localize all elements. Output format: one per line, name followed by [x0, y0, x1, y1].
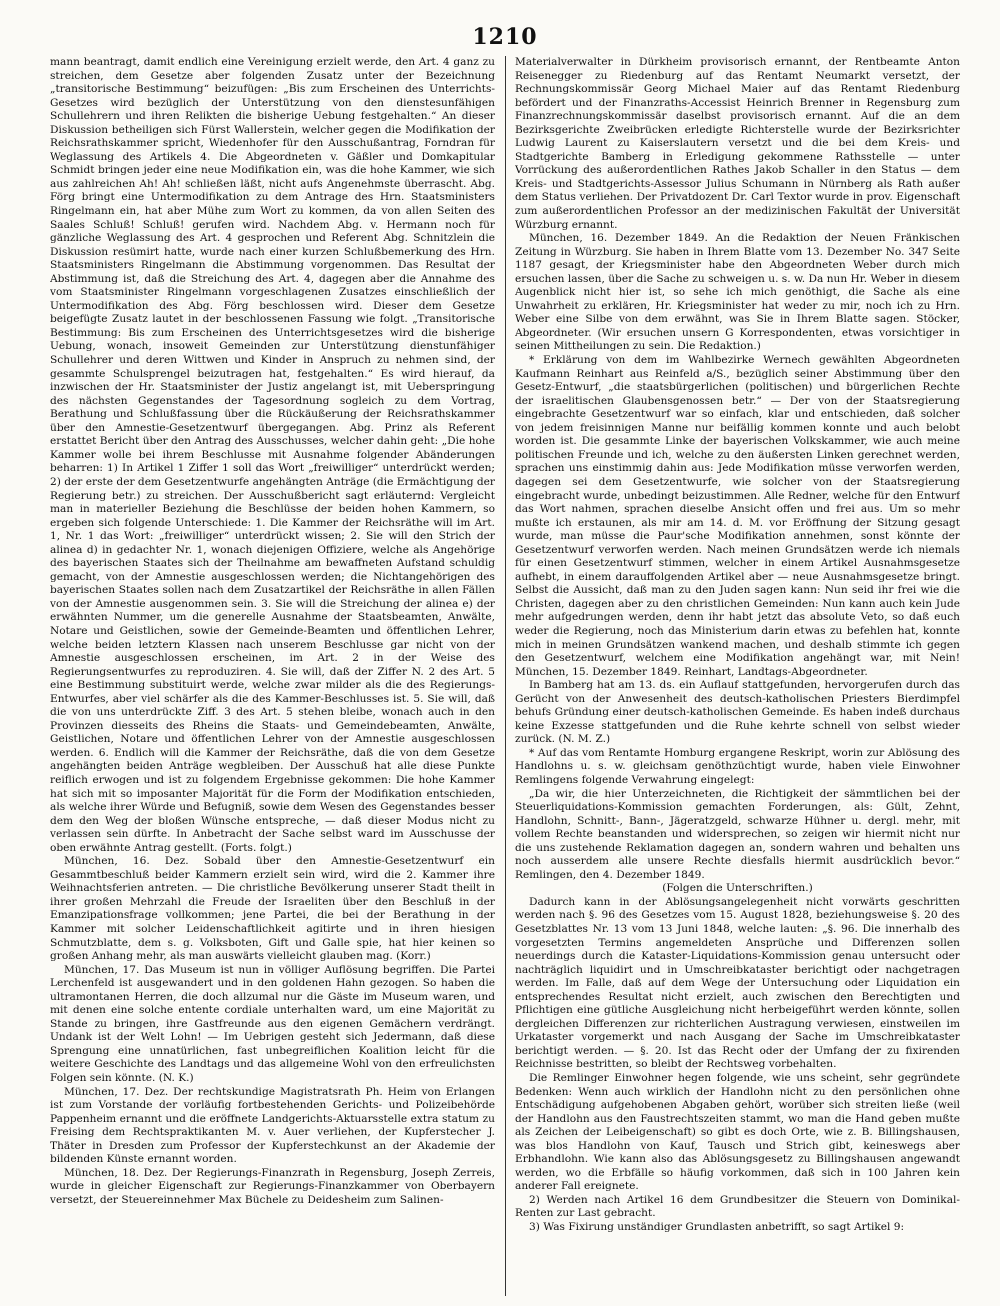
signature-note: (Folgen die Unterschriften.) [662, 882, 813, 895]
column-divider [505, 56, 506, 1296]
article-paragraph: München, 18. Dez. Der Regierungs-Finanzrath in Regensburg, Joseph Zerreis, wurde in gleicher Eigenschaft zur Regierungs-Finanzkammer von Oberbayern versetzt, der Steuereinnehmer Max Büchele zu Deidesheim zum Salinen- [50, 1166, 495, 1206]
page-number: 1210 [472, 24, 538, 50]
article-paragraph: In Bamberg hat am 13. ds. ein Auflauf stattgefunden, hervorgerufen durch das Gerücht von der Anwesenheit des deutsch-katholischen Priesters Bierdimpfel behufs Gründung einer deutsch-katholischen Gemeinde. Es haben indeß durchaus keine Exzesse stattgefunden und die Ruhe kehrte schnell von selbst wieder zurück. (N. M. Z.) [515, 679, 960, 746]
article-paragraph: München, 17. Das Museum ist nun in völliger Auflösung begriffen. Die Partei Lerchenfeld ist ausgewandert und in den goldenen Hahn gezogen. So haben die ultramontanen Herren, die doch allzumal nur die Gäste im Museum waren, und mit denen eine solche entente cordiale unterhalten ward, um eine Majorität zu Stande zu bringen, ihre Gastfreunde aus den eigenen Gemächern verdrängt. Undank ist der Welt Lohn! — Im Uebrigen gesteht sich Jedermann, daß diese Sprengung eine unnatürlichen, fast unbegreiflichen Koalition leicht für die weitere Geschichte des Landtags und das allgemeine Wohl von den erfreulichsten Folgen sein könnte. (N. K.) [50, 963, 495, 1085]
left-column [50, 56, 495, 1296]
article-paragraph: Dadurch kann in der Ablösungsangelegenheit nicht vorwärts geschritten werden nach §. 96 des Gesetzes vom 15. August 1828, beziehungsweise §. 20 des Gesetzblattes Nr. 13 vom 13 Juni 1848, welche lauten: „§. 96. Die innerhalb des vorgesetzten Termins angemeldeten Ansprüche und Differenzen sollen neuerdings durch die Kataster-Liquidations-Kommission genau untersucht oder nachträglich liquidirt und in Umschreibkataster berichtigt oder nachgetragen werden. Im Falle, daß auf dem Wege der Untersuchung oder Liquidation ein entsprechendes Resultat nicht erzielt, auch zwischen den Berechtigten und Pflichtigen eine gütliche Ausgleichung nicht herbeigeführt werden könnte, sollen dergleichen Differenzen zur richterlichen Austragung verwiesen, einstweilen im Urkataster vorgemerkt und nach Ausgang der Sache im Umschreibkataster berichtigt werden. — §. 20. Ist das Recht oder der Umfang der zu fixirenden Reichnisse bestritten, so bleibt der Rechtsweg vorbehalten. [515, 895, 960, 1071]
article-paragraph: * Auf das vom Rentamte Homburg ergangene Reskript, worin zur Ablösung des Handlohns u. s. w. gleichsam genöthzüchtigt wurde, haben viele Einwohner Remlingens folgende Verwahrung eingelegt: [515, 746, 960, 786]
article-paragraph: Die Remlinger Einwohner hegen folgende, wie uns scheint, sehr gegründete Bedenken: Wenn auch wirklich der Handlohn nicht zu den persönlichen ohne Entschädigung aufgehobenen Abgaben gehört, worüber sich streiten ließe (weil der Handlohn aus den Faustrechtszeiten stammt, wo man die Hand geben mußte als Zeichen der Leibeigenschaft) so gibt es doch Orte, wie z. B. Billingshausen, was blos Handlohn von Kauf, Tausch und Strich gibt, keineswegs aber Erbhandlohn. Wie kann also das Ablösungsgesetz zu Billingshausen angewandt werden, wo die Erbfälle so häufig vorkommen, daß sich in 100 Jahren kein anderer Fall ereignete. [515, 1072, 960, 1193]
text-columns [50, 56, 960, 1296]
article-paragraph: * Erklärung von dem im Wahlbezirke Wernech gewählten Abgeordneten Kaufmann Reinhart aus Reinfeld a/S., bezüglich seiner Abstimmung über den Gesetz-Entwurf, „die staatsbürgerlichen (politischen) und bürgerlichen Rechte der israelitischen Glaubensgenossen betr.“ — Der von der Staatsregierung eingebrachte Gesetzentwurf war so einfach, klar und entschieden, daß solcher von jedem freisinnigen Manne nur beifällig kommen konnte und auch belobt worden ist. Die gesammte Linke der bayerischen Volkskammer, wie auch meine politischen Freunde und ich, welche zu den äußersten Linken gerechnet werden, sprachen uns einstimmig dahin aus: Jede Modifikation müsse verworfen werden, dagegen sei dem Gesetzentwurfe, wie solcher von der Staatsregierung eingebracht wurde, unbedingt beizustimmen. Alle Redner, welche für den Entwurf das Wort nahmen, sprachen dieselbe Ansicht offen und frei aus. Um so mehr mußte ich erstaunen, als mir am 14. d. M. vor Eröffnung der Sitzung gesagt wurde, man müsse die Paur'sche Modifikation annehmen, sonst könnte der Gesetzentwurf verworfen werden. Nach meinen Grundsätzen werde ich niemals für einen Gesetzentwurf stimmen, welcher in einem Artikel Ausnahmsgesetze aufhebt, in einem darauffolgenden Artikel aber — neue Ausnahmsgesetze bringt. Selbst die Aussicht, daß man zu den Juden sagen kann: Nun seid ihr frei wie die Christen, dagegen aber zu den christlichen Gemeinden: Nun kann auch kein Jude mehr aufgedrungen werden, denn ihr habt jetzt das absolute Veto, so daß euch weder die Regierung, noch das Ministerium darin etwas zu befehlen hat, konnte mich in meinen Grundsätzen wankend machen, und deshalb stimmte ich gegen den Gesetzentwurf, welchem eine Modifikation angehängt war, mit Nein! München, 15. Dezember 1849. Reinhart, Landtags-Abgeordneter. [515, 354, 960, 678]
article-paragraph: mann beantragt, damit endlich eine Vereinigung erzielt werde, den Art. 4 ganz zu streichen, dem Gesetze aber folgenden Zusatz unter der Bezeichnung „transitorische Bestimmung“ beizufügen: „Bis zum Erscheinen des Unterrichts-Gesetzes wird bezüglich der Unterstützung von den dienstesunfähigen Schullehrern und ihren Relikten die bisherige Uebung festgehalten.“ An dieser Diskussion betheiligen sich Fürst Wallerstein, welcher gegen die Modifikation der Reichsrathskammer spricht, Wiedenhofer für den Ausschußantrag, Forndran für Weglassung des Artikels 4. Die Abgeordneten v. Gäßler und Domkapitular Schmidt bringen jeder eine neue Modifikation ein, was die hohe Kammer, wie sich aus zahlreichen Ah! Ah! schließen läßt, nicht aufs Angenehmste überrascht. Abg. Förg bringt eine Untermodifikation zu dem Antrage des Hrn. Staatsministers Ringelmann ein, hat aber Mühe zum Wort zu kommen, da von allen Seiten des Saales Schluß! Schluß! gerufen wird. Nachdem Abg. v. Hermann noch für gänzliche Weglassung des Art. 4 gesprochen und Referent Abg. Schnitzlein die Diskussion resümirt hatte, wurde nach einer kurzen Schlußbemerkung des Hrn. Staatsministers Ringelmann die Abstimmung vorgenommen. Das Resultat der Abstimmung ist, daß die Streichung des Art. 4, dagegen aber die Annahme des vom Staatsminister Ringelmann vorgeschlagenen Zusatzes einschließlich der Untermodifikation des Abg. Förg beschlossen wird. Dieser dem Gesetze beigefügte Zusatz lautet in der beschlossenen Fassung wie folgt. „Transitorische Bestimmung: Bis zum Erscheinen des Unterrichtsgesetzes wird die bisherige Uebung, wonach, insoweit Gemeinden zur Unterstützung dienstunfähiger Schullehrer und deren Wittwen und Kinder in Anspruch zu nehmen sind, der gesammte Schulsprengel beizutragen hat, festgehalten.“ Es wird hierauf, da inzwischen der Hr. Staatsminister der Justiz angelangt ist, mit Ueberspringung des nächsten Gegenstandes der Tagesordnung sogleich zu dem Vortrag, Berathung und Schlußfassung über die Rückäußerung der Reichsrathskammer über den Amnestie-Gesetzentwurf übergegangen. Abg. Prinz als Referent erstattet Bericht über den Antrag des Ausschusses, welcher dahin geht: „Die hohe Kammer wolle bei ihrem Beschlusse mit Ausnahme folgender Abänderungen beharren: 1) In Artikel 1 Ziffer 1 soll das Wort „freiwilliger“ unterdrückt werden; 2) der erste der dem Gesetzentwurfe angehängten Anträge (die Ermächtigung der Regierung betr.) zu streichen. Der Ausschußbericht sagt erläuternd: Vergleicht man in materieller Beziehung die Beschlüsse der beiden hohen Kammern, so ergeben sich folgende Unterschiede: 1. Die Kammer der Reichsräthe will im Art. 1, Nr. 1 das Wort: „freiwilliger“ unterdrückt wissen; 2. Sie will den Strich der alinea d) in gedachter Nr. 1, wonach diejenigen Offiziere, welche als Angehörige des bayerischen Staates sich der Theilnahme am bewaffneten Aufstand schuldig gemacht, von der Amnestie ausgeschlossen werden; die Nichtangehörigen des bayerischen Staates sollen nach dem Zusatzartikel der Reichsräthe in allen Fällen von der Amnestie ausgenommen sein. 3. Sie will die Streichung der alinea e) der erwähnten Nummer, um die generelle Ausnahme der Staatsbeamten, Anwälte, Notare und Geistlichen, sowie der Gemeinde-Beamten und öffentlichen Lehrer, welche beiden letztern Klassen nach unserem Beschlusse gar nicht von der Amnestie ausgeschlossen erscheinen, im Art. 2 in der Weise des Regierungsentwurfes zu reproduziren. 4. Sie will, daß der Ziffer N. 2 des Art. 5 eine Bestimmung substituirt werde, welche zwar milder als die des Regierungs-Entwurfes, aber viel schärfer als die des Kammer-Beschlusses ist. 5. Sie will, daß die von uns unterdrückte Ziff. 3 des Art. 5 stehen bleibe, wonach auch in den Provinzen diesseits des Rheins die Staats- und Gemeindebeamten, Anwälte, Geistlichen, Notare und öffentlichen Lehrer von der Amnestie ausgeschlossen werden. 6. Endlich will die Kammer der Reichsräthe, daß die von dem Gesetze angehängten beiden Anträge wegbleiben. Der Ausschuß hat alle diese Punkte reiflich erwogen und ist zu folgendem Ergebnisse gekommen: Die hohe Kammer hat sich mit so imposanter Majorität für die Form der Modifikation entschieden, als welche ihrer Würde und Befugniß, sowie dem Wesen des Gegenstandes besser dem den Weg der bloßen Wünsche entspreche, — daß dieser Modus nicht zu verlassen sein dürfte. In Anbetracht der Sache selbst ward im Ausschusse der oben erwähnte Antrag gestellt. (Forts. folgt.) [50, 56, 495, 854]
article-paragraph: München, 16. Dez. Sobald über den Amnestie-Gesetzentwurf ein Gesammtbeschluß beider Kammern erzielt sein wird, wird die 2. Kammer ihre Weihnachtsferien antreten. — Die christliche Bevölkerung unserer Stadt theilt in ihrer großen Mehrzahl die Freude der Israeliten über den Beschluß in der Emanzipationsfrage vollkommen; jene Partei, die bei der Berathung in der Kammer mit solcher Leidenschaftlichkeit agitirte und in ihren hiesigen Schmutzblatte, dem s. g. Volksboten, Gift und Galle spie, hat hier keinen so großen Anhang mehr, als man auswärts vielleicht glauben mag. (Korr.) [50, 855, 495, 963]
article-paragraph: Materialverwalter in Dürkheim provisorisch ernannt, der Rentbeamte Anton Reisenegger zu Riedenburg auf das Rentamt Neumarkt versetzt, der Rechnungskommissär Georg Michael Maier auf das Rentamt Riedenburg befördert und der Finanzraths-Accessist Heinrich Brenner in Regensburg zum Finanzrechnungskommissär daselbst provisorisch ernannt. Auf die an dem Bezirksgerichte Zweibrücken erledigte Richterstelle wurde der Bezirksrichter Ludwig Laurent zu Kaiserslautern versetzt und die bei dem Kreis- und Stadtgerichte Bamberg in Erledigung gekommene Rathsstelle — unter Vorrückung des außerordentlichen Rathes Jakob Schaller in den Status — dem Kreis- und Stadtgerichts-Assessor Julius Schumann in Nürnberg als Rath außer dem Status verliehen. Der Privatdozent Dr. Carl Textor wurde in prov. Eigenschaft zum außerordentlichen Professor an der medizinischen Fakultät der Universität Würzburg ernannt. [515, 56, 960, 231]
article-paragraph: München, 16. Dezember 1849. An die Redaktion der Neuen Fränkischen Zeitung in Würzburg. Sie haben in Ihrem Blatte vom 13. Dezember No. 347 Seite 1187 gesagt, der Kriegsminister habe den Abgeordneten Weber durch mich ersuchen lassen, über die Sache zu schweigen u. s. w. Da nun Hr. Weber in diesem Augenblick nicht hier ist, so sehe ich mich genöthigt, die Sache als eine Unwahrheit zu erklären, Hr. Kriegsminister hat weder zu mir, noch ich zu Hrn. Weber eine Silbe von dem erwähnt, was Sie in Ihrem Blatte sagen. Stöcker, Abgeordneter. (Wir ersuchen unsern G Korrespondenten, etwas vorsichtiger in seinen Mittheilungen zu sein. Die Redaktion.) [515, 232, 960, 353]
article-paragraph: 3) Was Fixirung unständiger Grundlasten anbetrifft, so sagt Artikel 9: [529, 1221, 905, 1234]
article-paragraph: „Da wir, die hier Unterzeichneten, die Richtigkeit der sämmtlichen bei der Steuerliquidations-Kommission gemachten Forderungen, als: Gült, Zehnt, Handlohn, Schnitt-, Bann-, Jägeratzgeld, schwarze Hühner u. dergl. mehr, mit vollem Rechte beanstanden und widersprechen, so zeigen wir hiermit nicht nur die uns zustehende Reklamation dagegen an, sondern wahren und behalten uns noch ausserdem alle unsere Rechte diesfalls hiermit ausdrücklich bevor.“ Remlingen, den 4. Dezember 1849. [515, 787, 960, 881]
right-column [515, 56, 960, 1296]
article-paragraph: 2) Werden nach Artikel 16 dem Grundbesitzer die Steuern von Dominikal-Renten zur Last gebracht. [515, 1193, 960, 1220]
article-paragraph: München, 17. Dez. Der rechtskundige Magistratsrath Ph. Heim von Erlangen ist zum Vorstande der vorläufig fortbestehenden Gerichts- und Polizeibehörde Pappenheim ernannt und die eröffnete Landgerichts-Aktuarsstelle extra statum zu Freising dem Rechtspraktikanten M. v. Auer verliehen, der Kupferstecher J. Thäter in Dresden zum Professor der Kupferstechkunst an der Akademie der bildenden Künste ernannt worden. [50, 1085, 495, 1166]
